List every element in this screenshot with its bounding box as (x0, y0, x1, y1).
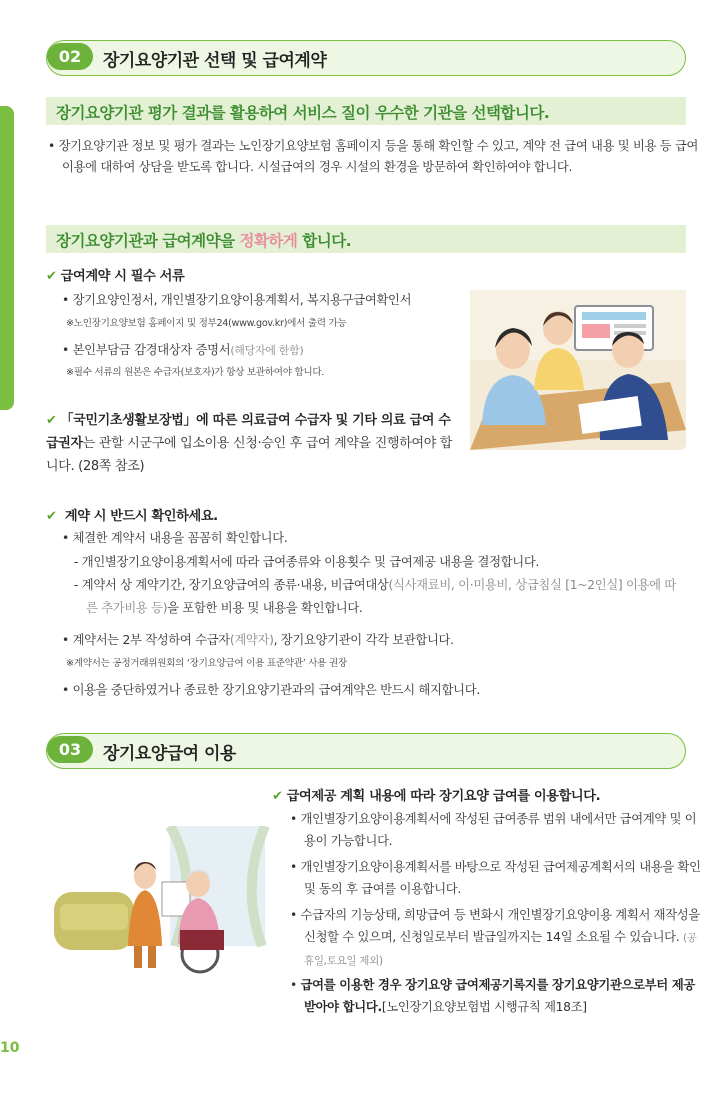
docs-item-2: • 본인부담금 감경대상자 증명서(해당자에 한함) (62, 343, 304, 357)
section-03-number: 03 (47, 736, 93, 763)
confirm-item-2: • 계약서는 2부 작성하여 수급자(계약자), 장기요양기관이 각각 보관합니다. (62, 633, 454, 647)
section-02-header (46, 40, 686, 76)
confirm-note: ※계약서는 공정거래위원회의 ‘장기요양급여 이용 표준약관’ 사용 권장 (66, 658, 347, 669)
confirm-item-1-text: 체결한 계약서 내용을 꼼꼼히 확인합니다. (72, 531, 288, 545)
law-bold: 「국민기초생활보장법」에 따른 의료급여 수급자 및 기타 의료 급여 수급권자 (46, 413, 451, 451)
confirm-sub-2-b: 을 포함한 비용 및 내용을 확인합니다. (167, 601, 363, 615)
paragraph-evaluation: • 장기요양기관 정보 및 평가 결과는 노인장기요양보험 홈페이지 등을 통해 확인할 수 있고, 계약 전 급여 내용 및 비용 등 급여이용에 대하여 상담을 받도록 합니다. 시설급여의 경우 시설의 환경을 방문하여 확인하여야 합니다. (48, 139, 699, 174)
confirm-sub-2 (74, 574, 686, 620)
chapter-side-tab (0, 106, 14, 410)
section-02-number: 02 (47, 43, 93, 70)
docs-note-1: ※노인장기요양보험 홈페이지 및 정부24(www.gov.kr)에서 출력 가능 (66, 318, 347, 329)
usage-item-1: • 개인별장기요양이용계획서에 작성된 급여종류 범위 내에서만 급여계약 및 이용이 가능합니다. (290, 812, 697, 848)
usage-item-1-text: 개인별장기요양이용계획서에 작성된 급여종류 범위 내에서만 급여계약 및 이용이 가능합니다. (300, 812, 697, 848)
confirm-sub-2-gray: (식사재료비, 이·미용비, 상급침실 [1~2인실] 이용에 따른 추가비용 등) (86, 578, 676, 615)
check-icon: ✔ (272, 789, 283, 804)
caregiver-illustration (50, 826, 270, 976)
required-docs-heading (46, 265, 184, 284)
confirm-item-3-text: 이용을 중단하였거나 종료한 장기요양기관과의 급여계약은 반드시 해지합니다. (72, 683, 480, 697)
highlight-bar-contract (46, 225, 686, 253)
highlight-bar-quality (46, 97, 686, 125)
confirm-item-2-a: 계약서는 2부 작성하여 수급자 (72, 633, 230, 647)
contract-meeting-illustration (470, 290, 686, 450)
section-02-title: 장기요양기관 선택 및 급여계약 (103, 51, 327, 71)
confirm-item-1: • 체결한 계약서 내용을 꼼꼼히 확인합니다. (62, 531, 288, 545)
usage-item-3: • 수급자의 기능상태, 희망급여 등 변화시 개인별장기요양이용 계획서 재작성을 신청할 수 있으며, 신청일로부터 발급일까지는 14일 소요될 수 있습니다. (공휴일,토요일 제외) (290, 908, 700, 967)
usage-item-3-gray: (공휴일,토요일 제외) (304, 932, 697, 967)
usage-item-2: • 개인별장기요양이용계획서를 바탕으로 작성된 급여제공계획서의 내용을 확인 및 동의 후 급여를 이용합니다. (290, 860, 701, 896)
confirm-sub-2-a: - 계약서 상 계약기간, 장기요양급여의 종류·내용, 비급여대상 (74, 578, 389, 592)
confirm-item-3: • 이용을 중단하였거나 종료한 장기요양기관과의 급여계약은 반드시 해지합니다. (62, 683, 480, 697)
law-rest: 는 관할 시군구에 입소이용 신청·승인 후 급여 계약을 진행하여야 합니다. (28쪽 참조) (46, 436, 453, 474)
docs-note-2: ※필수 서류의 원본은 수급자(보호자)가 항상 보관하여야 합니다. (66, 367, 325, 378)
bar-contract-text-b: 합니다. (297, 232, 352, 250)
usage-item-2-text: 개인별장기요양이용계획서를 바탕으로 작성된 급여제공계획서의 내용을 확인 및 동의 후 급여를 이용합니다. (300, 860, 701, 896)
usage-heading-text: 급여제공 계획 내용에 따라 장기요양 급여를 이용합니다. (286, 789, 601, 804)
section-03-title: 장기요양급여 이용 (103, 744, 236, 764)
confirm-item-2-b: , 장기요양기관이 각각 보관합니다. (273, 633, 454, 647)
bar-contract-text-a: 장기요양기관과 급여계약을 (56, 232, 240, 250)
check-icon: ✔ (46, 413, 57, 428)
docs-item-2-gray: (해당자에 한함) (230, 344, 304, 357)
usage-item-4-bold: 급여를 이용한 경우 장기요양 급여제공기록지를 장기요양기관으로부터 제공받아야 합니다. (300, 978, 695, 1014)
docs-item-1-text: 장기요양인정서, 개인별장기요양이용계획서, 복지용구급여확인서 (72, 293, 412, 307)
page-number: 10 (0, 1040, 20, 1056)
docs-item-1: • 장기요양인정서, 개인별장기요양이용계획서, 복지용구급여확인서 (62, 293, 412, 307)
check-icon: ✔ (46, 509, 57, 524)
law-paragraph (46, 409, 454, 478)
confirm-heading-text: 계약 시 반드시 확인하세요. (64, 509, 218, 524)
bar-contract-highlight: 정확하게 (239, 232, 298, 250)
evaluation-text: 장기요양기관 정보 및 평가 결과는 노인장기요양보험 홈페이지 등을 통해 확인할 수 있고, 계약 전 급여 내용 및 비용 등 급여이용에 대하여 상담을 받도록 합니다. 시설급여의 경우 시설의 환경을 방문하여 확인하여야 합니다. (58, 139, 699, 174)
usage-item-4: • 급여를 이용한 경우 장기요양 급여제공기록지를 장기요양기관으로부터 제공받아야 합니다.[노인장기요양보험법 시행규칙 제18조] (290, 978, 695, 1014)
usage-heading (272, 785, 600, 804)
bar-contract-text (56, 229, 351, 251)
usage-item-3-text: 수급자의 기능상태, 희망급여 등 변화시 개인별장기요양이용 계획서 재작성을 신청할 수 있으며, 신청일로부터 발급일까지는 14일 소요될 수 있습니다. (300, 908, 700, 944)
confirm-item-2-gray: (계약자) (229, 633, 274, 647)
confirm-sub-1: - 개인별장기요양이용계획서에 따라 급여종류와 이용횟수 및 급여제공 내용을 결정합니다. (74, 555, 540, 569)
section-03-header (46, 733, 686, 769)
usage-item-4-rest: [노인장기요양보험법 시행규칙 제18조] (381, 1000, 587, 1014)
confirm-heading (46, 505, 218, 524)
docs-item-2-text: 본인부담금 감경대상자 증명서 (72, 343, 231, 357)
bar-quality-text: 장기요양기관 평가 결과를 활용하여 서비스 질이 우수한 기관을 선택합니다. (56, 104, 550, 122)
check-icon: ✔ (46, 269, 57, 284)
required-docs-heading-text: 급여계약 시 필수 서류 (60, 269, 185, 284)
